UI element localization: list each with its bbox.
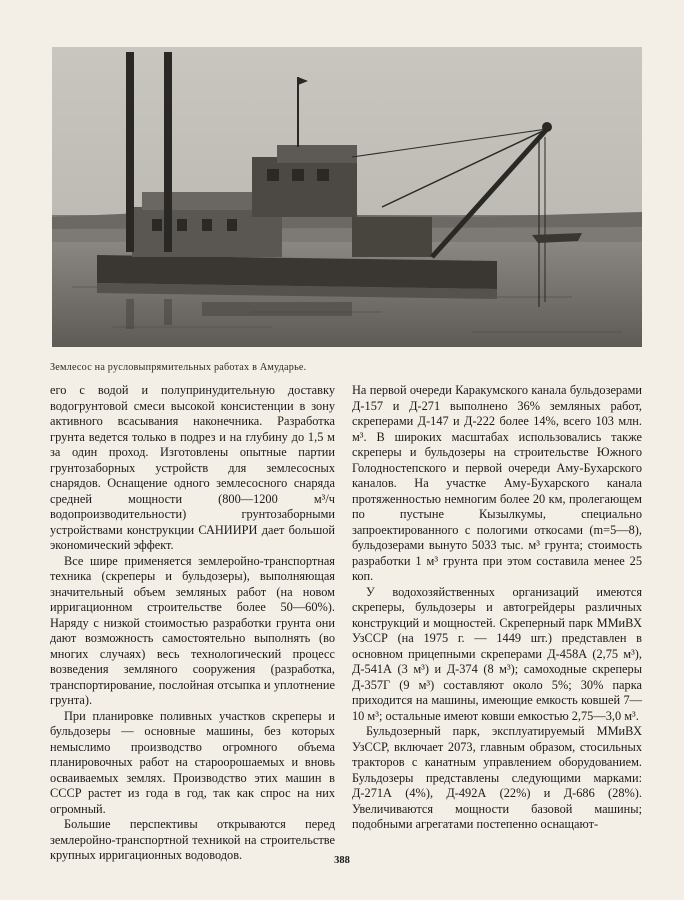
right-column <box>352 383 642 833</box>
paragraph: Большие перспективы открываются перед землеройно-транспортной техникой на строительстве крупных ирригационных водоводов. <box>50 817 335 862</box>
page-number: 388 <box>334 855 350 866</box>
photo-caption: Землесос на русловыпрямительных работах в Амударье. <box>50 362 307 373</box>
paragraph: При планировке поливных участков скреперы и бульдозеры — основные машины, без которых немыслимо производство огромного объема планировочных работ на староорошаемых и вновь осваиваемых землях. Производство этих машин в СССР растет из года в год, так как спрос на них огромный. <box>50 708 335 816</box>
paragraph: его с водой и полупринудительную доставку водогрунтовой смеси высокой консистенции в зону активного всасывания наконечника. Разработка грунта ведется только в подрез и на глубину до 1,5 м за один проход. Изготовлены опытные партии грунтозаборных устройств для землесосных снарядов. Оснащение одного землесосного снаряда средней мощности (800—1200 м³/ч водопроизводительности) грунтозаборными устройствами конструкции САНИИРИ дает большой экономический эффект. <box>50 383 335 552</box>
dredger-illustration <box>52 47 642 347</box>
dredger-photo <box>52 47 642 347</box>
left-column <box>50 383 335 864</box>
paragraph: У водохозяйственных организаций имеются скреперы, бульдозеры и автогрейдеры различных конструкций и мощностей. Скреперный парк ММиВХ УзССР (на 1975 г. — 1449 шт.) представлен в основном прицепными скреперами Д-458А (2,75 м³), Д-541А (3 м³) и Д-374 (8 м³); самоходные скреперы Д-357Г (9 м³) составляют около 5%; 30% парка приходится на машины, имеющие емкость ковшей 7—10 м³; остальные имеют ковши емкостью 2,75—3,0 м³. <box>352 584 642 723</box>
paragraph: Все шире применяется землеройно-транспортная техника (скреперы и бульдозеры), выполняющая значительный объем земляных работ (на новом ирригационном строительстве более 50—60%). Наряду с низкой стоимостью разработки грунта они дают возможность самостоятельно выполнять (во многих случаях) весь технологический процесс возведения земляного сооружения (разработка, транспортирование, послойная отсыпка и уплотнение грунта). <box>50 553 335 707</box>
paragraph: Бульдозерный парк, эксплуатируемый ММиВХ УзССР, включает 2073, главным образом, стосильных тракторов с канатным управлением оборудованием. Бульдозеры представлены следующими марками: Д-271А (4%), Д-492А (22%) и Д-686 (28%). Увеличиваются мощности базовой машины; подобными агрегатами постепенно оснащают- <box>352 724 642 831</box>
paragraph: На первой очереди Каракумского канала бульдозерами Д-157 и Д-271 выполнено 36% земляных работ, скреперами Д-147 и Д-222 более 14%, всего 103 млн. м³. В широких масштабах использовались также скреперы и бульдозеры на строительстве Южного Голодностепского и первой очереди Аму-Бухарского каналов. На участке Аму-Бухарского канала протяженностью немногим более 20 км, пролегающем по пустыне Кызылкумы, специально запроектированного с пологими откосами (m=5—8), бульдозерами вынуто 5033 тыс. м³ грунта; стоимость разработки 1 м³ грунта при этом составила менее 25 коп. <box>352 383 642 583</box>
